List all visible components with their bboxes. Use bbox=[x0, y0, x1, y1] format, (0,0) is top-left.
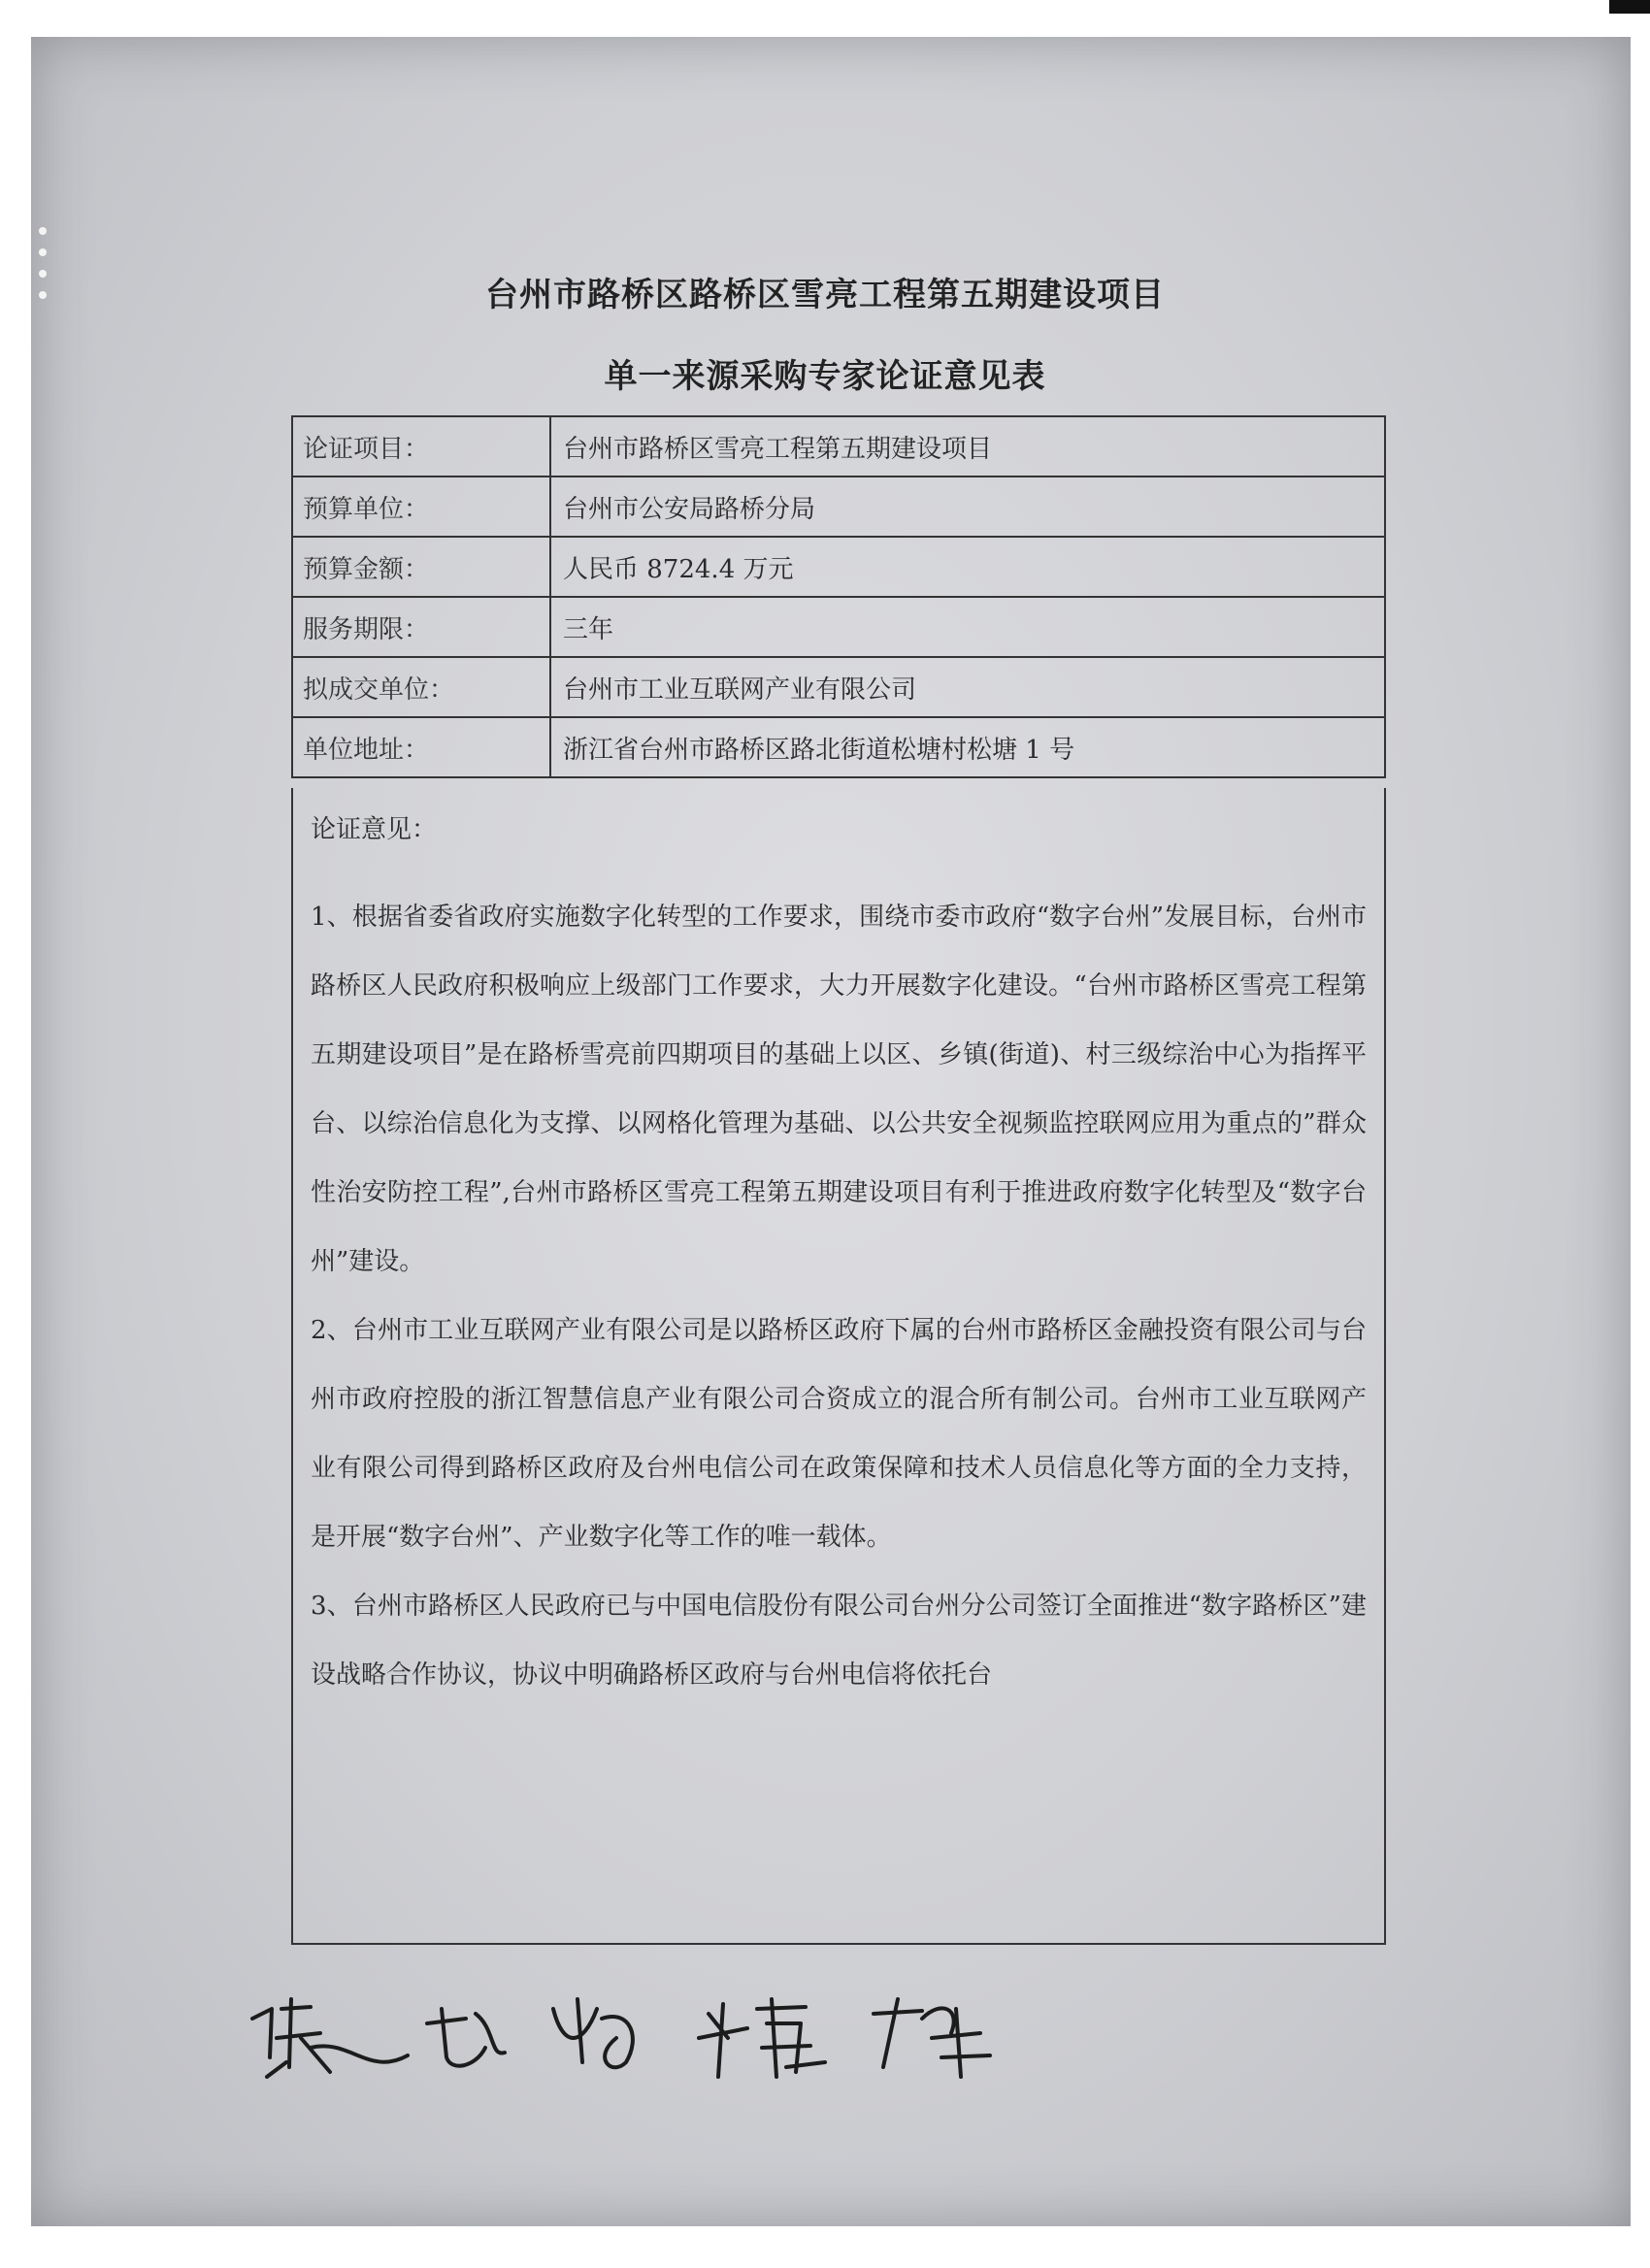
table-row bbox=[292, 537, 1385, 597]
field-label: 拟成交单位： bbox=[292, 657, 550, 717]
opinion-section bbox=[291, 788, 1386, 1945]
field-label: 单位地址： bbox=[292, 717, 550, 777]
field-label: 预算金额： bbox=[292, 537, 550, 597]
signature-4 bbox=[699, 1999, 825, 2077]
field-value: 人民币 8724.4 万元 bbox=[550, 537, 1385, 597]
field-label: 服务期限： bbox=[292, 597, 550, 657]
signature-5 bbox=[874, 1999, 990, 2077]
field-label: 预算单位： bbox=[292, 477, 550, 537]
opinion-paragraph: 3、台州市路桥区人民政府已与中国电信股份有限公司台州分公司签订全面推进“数字路桥区”建设战略合作协议，协议中明确路桥区政府与台州电信将依托台 bbox=[311, 1592, 1367, 1690]
table-row bbox=[292, 657, 1385, 717]
table-row bbox=[292, 477, 1385, 537]
signature-1 bbox=[252, 1999, 330, 2077]
info-table bbox=[291, 415, 1386, 778]
field-value: 台州市工业互联网产业有限公司 bbox=[550, 657, 1385, 717]
field-value: 台州市公安局路桥分局 bbox=[550, 477, 1385, 537]
document-title: 台州市路桥区路桥区雪亮工程第五期建设项目 bbox=[485, 276, 1165, 314]
opinion-heading: 论证意见： bbox=[311, 815, 438, 844]
opinion-body bbox=[311, 883, 1367, 1710]
field-value: 浙江省台州市路桥区路北街道松塘村松塘 1 号 bbox=[550, 717, 1385, 777]
table-row bbox=[292, 416, 1385, 477]
expert-signatures bbox=[243, 1980, 1097, 2087]
document-subtitle: 单一来源采购专家论证意见表 bbox=[604, 357, 1046, 396]
opinion-paragraph: 1、根据省委省政府实施数字化转型的工作要求，围绕市委市政府“数字台州”发展目标，台州市路桥区人民政府积极响应上级部门工作要求，大力开展数字化建设。“台州市路桥区雪亮工程第五期建设项目”是在路桥雪亮前四期项目的基础上以区、乡镇(街道)、村三级综治中心为指挥平台、以综治信息化为支撑、以网格化管理为基础、以公共安全视频监控联网应用为重点的”群众性治安防控工程”,台州市路桥区雪亮工程第五期建设项目有利于推进政府数字化转型及“数字台州”建设。 bbox=[311, 903, 1367, 1276]
scan-corner-mark bbox=[1609, 0, 1650, 14]
field-label: 论证项目： bbox=[292, 416, 550, 477]
signature-3 bbox=[553, 1999, 633, 2067]
opinion-paragraph: 2、台州市工业互联网产业有限公司是以路桥区政府下属的台州市路桥区金融投资有限公司与台州市政府控股的浙江智慧信息产业有限公司合资成立的混合所有制公司。台州市工业互联网产业有限公司得到路桥区政府及台州电信公司在政策保障和技术人员信息化等方面的全力支持，是开展“数字台州”、产业数字化等工作的唯一载体。 bbox=[311, 1316, 1367, 1552]
table-row bbox=[292, 717, 1385, 777]
table-row bbox=[292, 597, 1385, 657]
field-value: 台州市路桥区雪亮工程第五期建设项目 bbox=[550, 416, 1385, 477]
field-value: 三年 bbox=[550, 597, 1385, 657]
signature-2 bbox=[427, 2009, 505, 2066]
signature-scribbles bbox=[243, 1980, 1097, 2087]
